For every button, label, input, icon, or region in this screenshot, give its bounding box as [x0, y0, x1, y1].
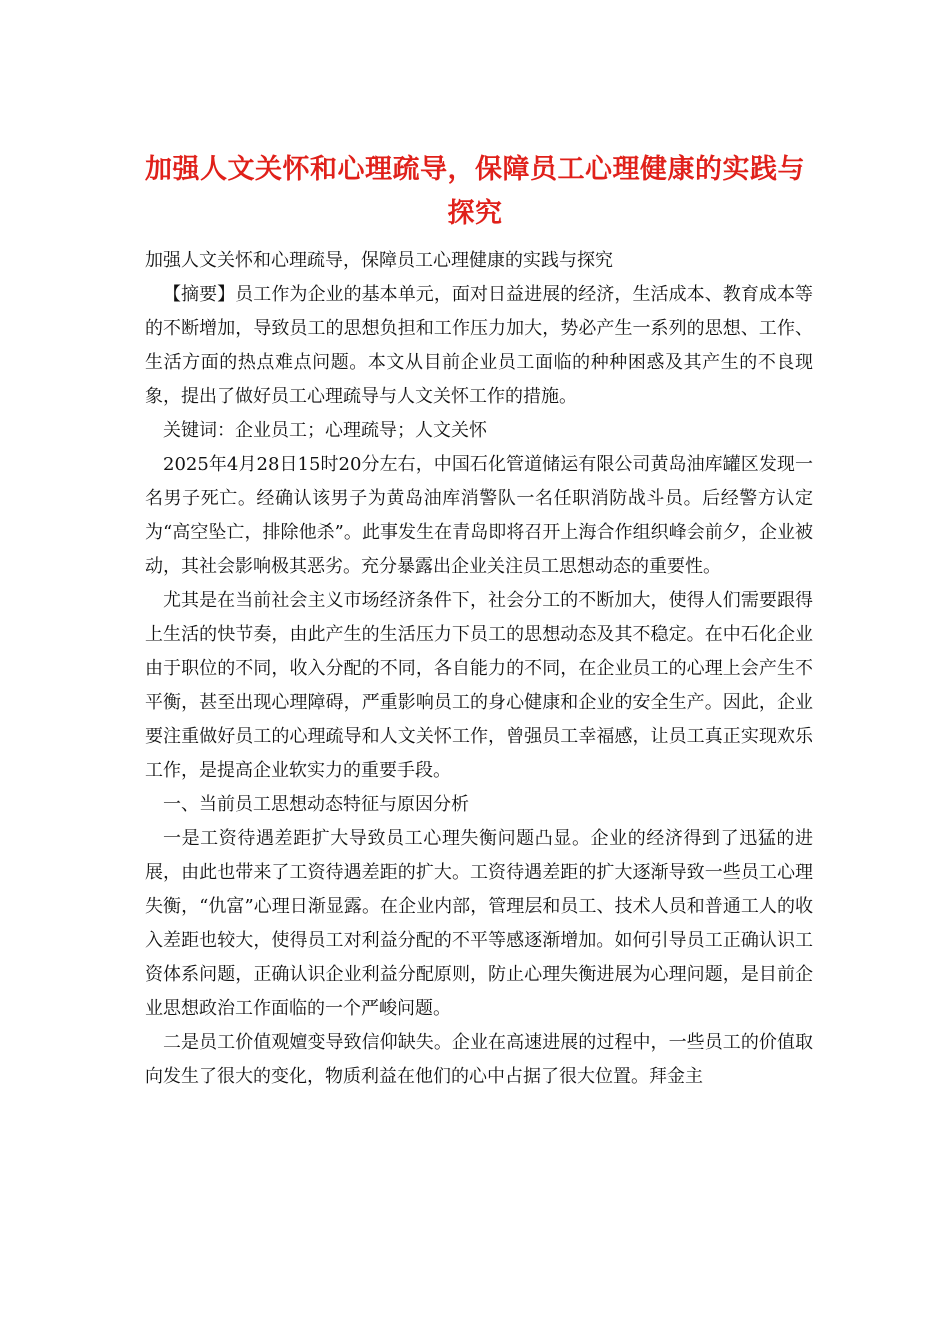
document-body [145, 244, 813, 1094]
keywords-line: 关键词：企业员工；心理疏导；人文关怀 [163, 420, 487, 441]
body-paragraph: 尤其是在当前社会主义市场经济条件下，社会分工的不断加大，使得人们需要跟得上生活的快节奏，由此产生的生活压力下员工的思想动态及其不稳定。在中石化企业由于职位的不同，收入分配的不同，各自能力的不同，在企业员工的心理上会产生不平衡，甚至出现心理障碍，严重影响员工的身心健康和企业的安全生产。因此，企业要注重做好员工的心理疏导和人文关怀工作，曾强员工幸福感，让员工真正实现欢乐工作，是提高企业软实力的重要手段。 [145, 590, 813, 781]
body-paragraph: 2025年4月28日15时20分左右，中国石化管道储运有限公司黄岛油库罐区发现一名男子死亡。经确认该男子为黄岛油库消警队一名任职消防战斗员。后经警方认定为“高空坠亡，排除他杀”。此事发生在青岛即将召开上海合作组织峰会前夕，企业被动，其社会影响极其恶劣。充分暴露出企业关注员工思想动态的重要性。 [145, 454, 813, 577]
document-title: 加强人文关怀和心理疏导，保障员工心理健康的实践与探究 [145, 154, 805, 229]
body-paragraph: 一是工资待遇差距扩大导致员工心理失衡问题凸显。企业的经济得到了迅猛的进展，由此也带来了工资待遇差距的扩大。工资待遇差距的扩大逐渐导致一些员工心理失衡，“仇富”心理日渐显露。在企业内部，管理层和员工、技术人员和普通工人的收入差距也较大，使得员工对利益分配的不平等感逐渐增加。如何引导员工正确认识工资体系问题，正确认识企业利益分配原则，防止心理失衡进展为心理问题，是目前企业思想政治工作面临的一个严峻问题。 [145, 828, 813, 1019]
abstract-paragraph: 【摘要】员工作为企业的基本单元，面对日益进展的经济，生活成本、教育成本等的不断增加，导致员工的思想负担和工作压力加大，势必产生一系列的思想、工作、生活方面的热点难点问题。本文从目前企业员工面临的种种困惑及其产生的不良现象，提出了做好员工心理疏导与人文关怀工作的措施。 [145, 284, 813, 407]
document-subtitle: 加强人文关怀和心理疏导，保障员工心理健康的实践与探究 [145, 250, 613, 271]
section-heading: 一、当前员工思想动态特征与原因分析 [163, 794, 469, 815]
body-paragraph: 二是员工价值观嬗变导致信仰缺失。企业在高速进展的过程中，一些员工的价值取向发生了很大的变化，物质利益在他们的心中占据了很大位置。拜金主 [145, 1032, 813, 1087]
